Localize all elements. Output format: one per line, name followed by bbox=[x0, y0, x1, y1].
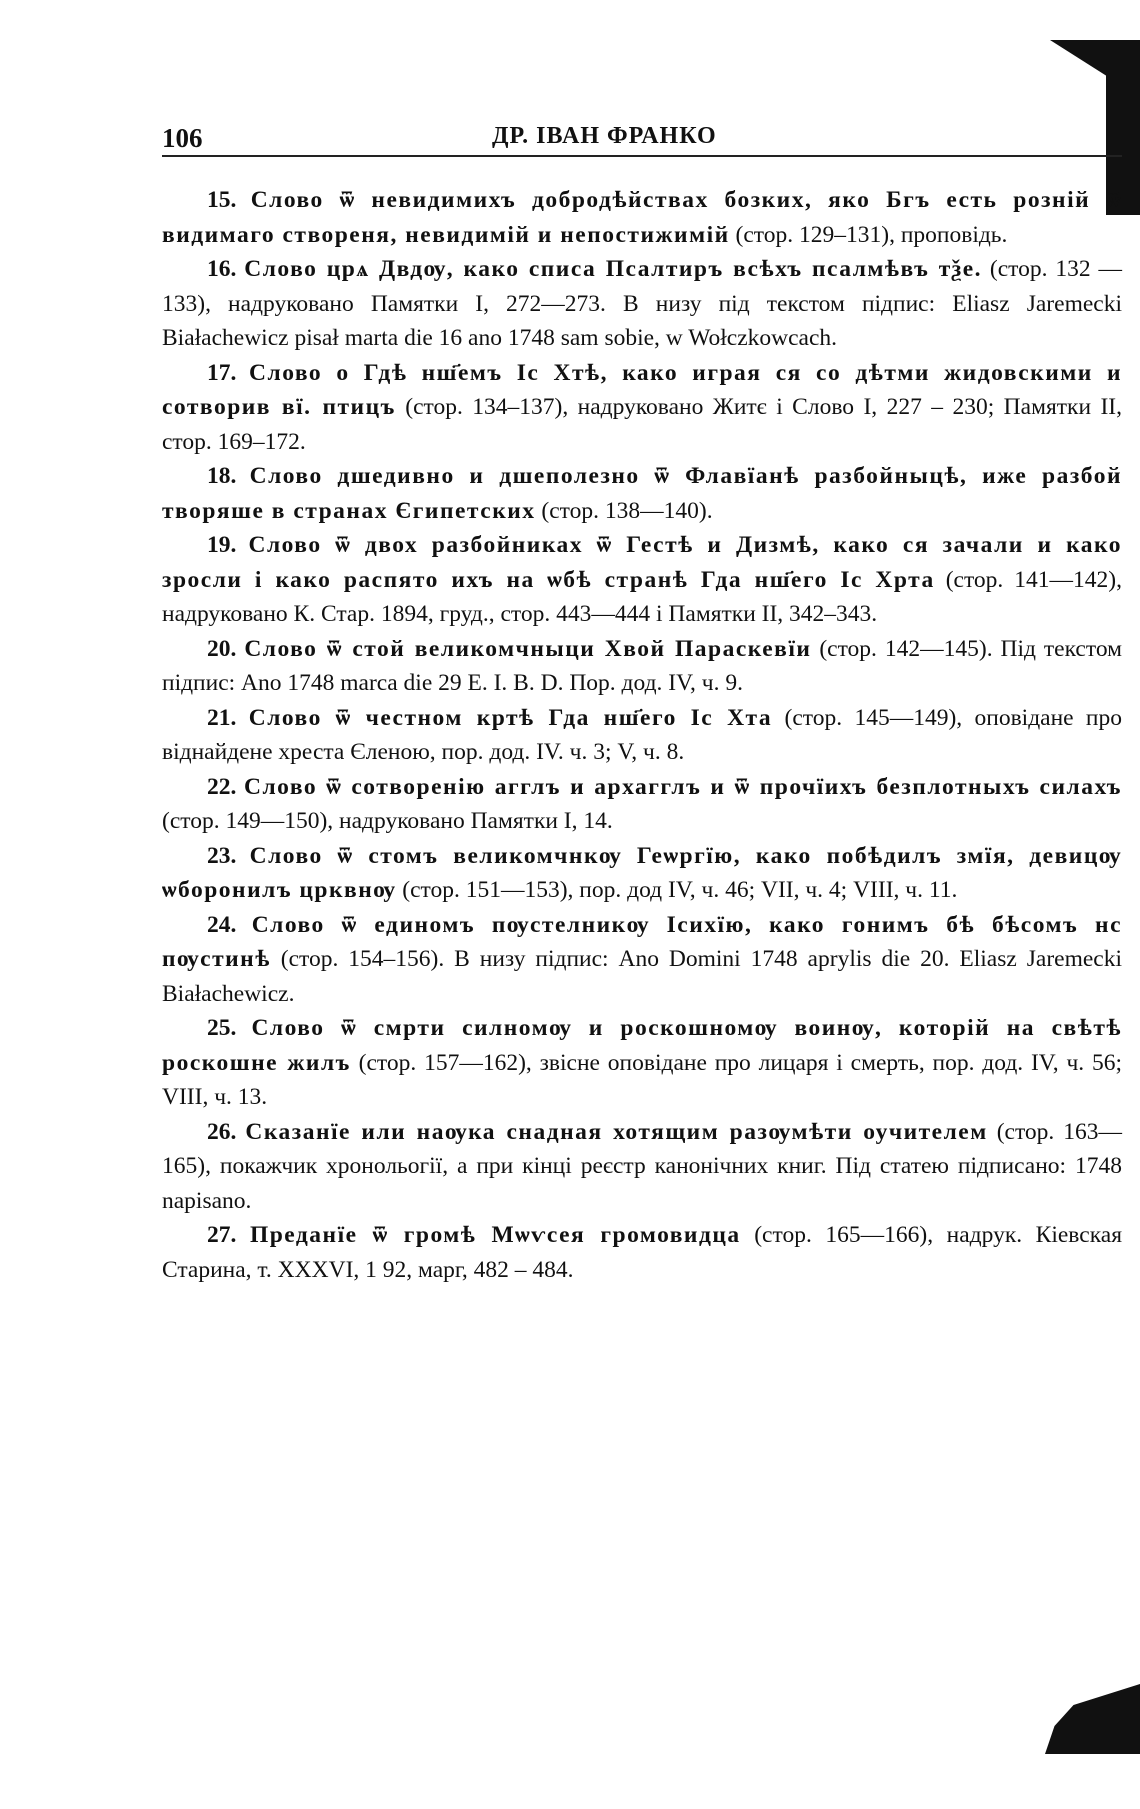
page-header bbox=[162, 115, 1137, 155]
entry-16 bbox=[162, 252, 1122, 356]
entry-number: 16. bbox=[207, 256, 237, 282]
entry-21 bbox=[162, 701, 1122, 770]
entry-description: (стор. 132 — 133), надруковано Памятки I, 272—273. В низу під текстом підпис: Eliasz Jaremecki Białachewicz pisał marta die 16 ano 1748 sam sobie, w Wołczkowcach. bbox=[162, 256, 1123, 351]
entry-title: Слово ѿ невидимихъ добродѣйствах бозких, яко Бгъ есть розній ѿ видимаго створеня, невидимій и непостижимій bbox=[162, 187, 1122, 248]
entry-list bbox=[162, 183, 1122, 1287]
entry-number: 21. bbox=[207, 704, 237, 731]
entry-description: (стор. 157—162), звісне оповідане про лицаря і смерть, пор. дод. IV, ч. 56; VIII, ч. 13. bbox=[162, 1049, 1122, 1110]
entry-description: (стор. 138—140). bbox=[535, 497, 713, 524]
entry-number: 25. bbox=[207, 1015, 237, 1041]
running-title: ДР. ІВАН ФРАНКО bbox=[492, 123, 717, 149]
page-number: 106 bbox=[162, 123, 203, 153]
entry-title: Слово ѿ честном кртѣ Гда нш҃его Іс Хта bbox=[248, 704, 773, 731]
entry-title: Слово дшедивно и дшеполезно ѿ Флавїанѣ разбойныцѣ, иже разбой творяше в странах Єгипетских bbox=[162, 463, 1123, 524]
entry-description: (стор. 141—142), надруковано К. Стар. 1894, груд., стор. 443—444 і Памятки II, 342–343. bbox=[162, 566, 1122, 627]
entry-number: 18. bbox=[207, 463, 237, 489]
entry-description: (стор. 134–137), надруковано Житє і Слово I, 227 – 230; Памятки II, стор. 169–172. bbox=[162, 394, 1122, 455]
entry-27 bbox=[162, 1218, 1122, 1287]
entry-description: (стор. 145—149), оповідане про віднайдене хреста Єленою, пор. дод. IV. ч. 3; V, ч. 8. bbox=[162, 704, 1123, 765]
entry-title: Слово ѿ стомъ великомчнкѹ Геѡргїю, како побѣдилъ змїя, девицѹ ѡборонилъ црквнѹ bbox=[162, 842, 1123, 903]
entry-19 bbox=[162, 528, 1122, 632]
entry-title: Слово о Гдѣ нш҃емъ Іс Хтѣ, како играя ся со дѣтми жидовскими и сотворив вї. птицъ bbox=[162, 359, 1122, 420]
entry-number: 23. bbox=[207, 842, 237, 869]
entry-title: Слово ѿ двох разбойниках ѿ Гестѣ и Дизмѣ, како ся зачали и како зросли і како распято ихъ на ѡбѣ странѣ Гда нш҃его Іс Хрта bbox=[162, 532, 1123, 593]
entry-number: 19. bbox=[207, 532, 237, 558]
entry-title: Слово ѿ единомъ пѹстелникѹ Ісихїю, како гонимъ бѣ бѣсомъ нс пѹстинѣ bbox=[162, 911, 1123, 972]
entry-number: 17. bbox=[207, 359, 237, 386]
entry-number: 22. bbox=[207, 773, 237, 800]
entry-title: Слово црѧ Двдѹ, како списа Псалтиръ всѣхъ псалмѣвъ тѯе. bbox=[244, 256, 983, 282]
entry-description: (стор. 142—145). Під текстом підпис: Ano 1748 marca die 29 E. I. B. D. Пор. дод. IV, ч. 9. bbox=[162, 635, 1122, 696]
entry-description: (стор. 165—166), надрук. Кіевская Старина, т. XXXVI, 1 92, марг, 482 – 484. bbox=[162, 1222, 1123, 1283]
entry-15 bbox=[162, 183, 1122, 252]
entry-title: Слово ѿ стой великомчныци Хвой Параскевїи bbox=[244, 635, 812, 662]
entry-title: Слово ѿ сотворенію агглъ и архагглъ и ѿ прочїихъ безплотныхъ силахъ bbox=[244, 773, 1122, 800]
entry-25 bbox=[162, 1011, 1122, 1115]
entry-description: (стор. 151—153), пор. дод IV, ч. 46; VII, ч. 4; VIII, ч. 11. bbox=[396, 877, 958, 903]
entry-description: (стор. 129–131), проповідь. bbox=[729, 221, 1008, 248]
entry-17 bbox=[162, 356, 1122, 460]
header-rule bbox=[162, 155, 1122, 157]
entry-description: (стор. 163—165), покажчик хронольогії, а при кінці реєстр канонічних книг. Під статею підписано: 1748 napisano. bbox=[162, 1118, 1123, 1214]
entry-22 bbox=[162, 770, 1122, 839]
entry-24 bbox=[162, 908, 1122, 1012]
entry-26 bbox=[162, 1115, 1122, 1219]
scan-edge-mark-bottom bbox=[1045, 1684, 1140, 1754]
entry-number: 27. bbox=[207, 1222, 237, 1248]
entry-number: 15. bbox=[207, 187, 237, 213]
entry-23 bbox=[162, 839, 1122, 908]
entry-description: (стор. 154–156). В низу підпис: Ano Domini 1748 aprylis die 20. Eliasz Jaremecki Białachewicz. bbox=[162, 946, 1122, 1007]
entry-18 bbox=[162, 459, 1122, 528]
entry-number: 26. bbox=[207, 1118, 237, 1145]
entry-title: Преданїе ѿ громѣ Мѡѵсея громовидца bbox=[249, 1222, 741, 1248]
entry-title: Слово ѿ смрти силномѹ и роскошномѹ воинѹ, которій на свѣтѣ роскошне жилъ bbox=[162, 1015, 1122, 1076]
entry-number: 24. bbox=[207, 911, 237, 938]
entry-title: Сказанїе или наѹка снадная хотящим разѹмѣти оучителем bbox=[245, 1118, 988, 1145]
entry-20 bbox=[162, 632, 1122, 701]
entry-number: 20. bbox=[207, 635, 237, 662]
entry-description: (стор. 149—150), надруковано Памятки I, 14. bbox=[162, 808, 613, 834]
